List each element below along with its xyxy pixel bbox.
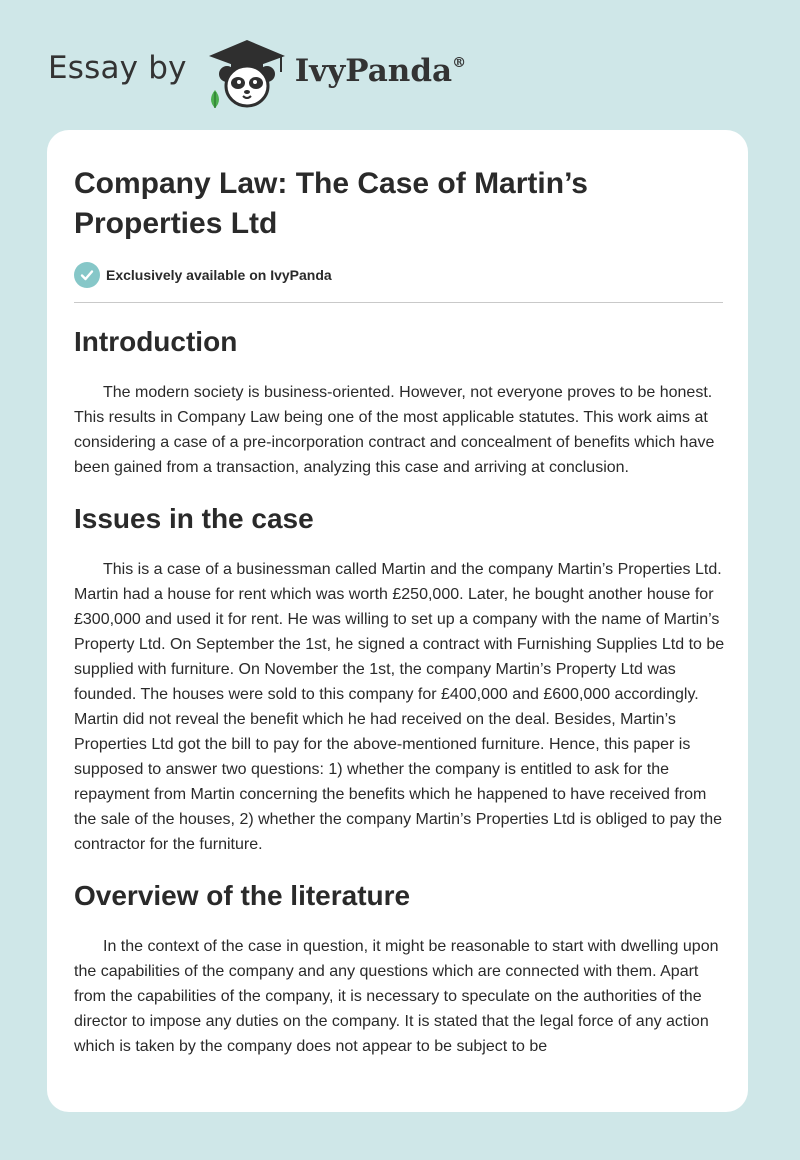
essay-by-label: Essay by [48,50,187,86]
section-paragraph-issues: This is a case of a businessman called Martin and the company Martin’s Properties Ltd. Martin had a house for rent which was worth £250,000. Later, he bought another house for £300,000 and used it for rent. He was willing to set up a company with the name of Martin’s Property Ltd. On September the 1st, he signed a contract with Furnishing Supplies Ltd to be supplied with furniture. On November the 1st, the company Martin’s Property Ltd was founded. The houses were sold to this company for £400,000 and £600,000 accordingly. Martin did not reveal the benefit which he had received on the deal. Besides, Martin’s Properties Ltd got the bill to pay for the above-mentioned furniture. Hence, this paper is supposed to answer two questions: 1) whether the company is entitled to ask for the repayment from Martin concerning the benefits which he happened to have received from the sale of the houses, 2) whether the company Martin’s Properties Ltd is obliged to pay the contractor for the furniture. [74,561,725,853]
section-heading-literature: Overview of the literature [74,880,411,911]
exclusive-badge [74,261,721,289]
title-divider [74,302,723,303]
article-card [47,130,748,1112]
registered-mark: ® [452,55,467,71]
section-paragraph-literature: In the context of the case in question, it might be reasonable to start with dwelling upon the capabilities of the company and any questions which are connected with them. Apart from the capabilities of the company, it is necessary to speculate on the authorities of the director to impose any duties on the company. It is stated that the legal force of any action which is taken by the company does not appear to be subject to be [74,938,719,1055]
panda-logo-icon[interactable] [203,34,291,110]
section-heading-introduction: Introduction [74,326,238,357]
section-heading-issues: Issues in the case [74,503,314,534]
checkmark-icon [74,262,100,288]
brand-name[interactable]: IvyPanda® [294,53,467,89]
badge-label: Exclusively available on IvyPanda [106,267,332,283]
page-title: Company Law: The Case of Martin’s Properties Ltd [74,167,588,240]
site-header [48,34,466,110]
section-paragraph-introduction: The modern society is business-oriented. However, not everyone proves to be honest. This results in Company Law being one of the most applicable statutes. This work aims at considering a case of a pre-incorporation contract and concealment of benefits which have been gained from a transaction, analyzing this case and arriving at conclusion. [74,384,715,476]
